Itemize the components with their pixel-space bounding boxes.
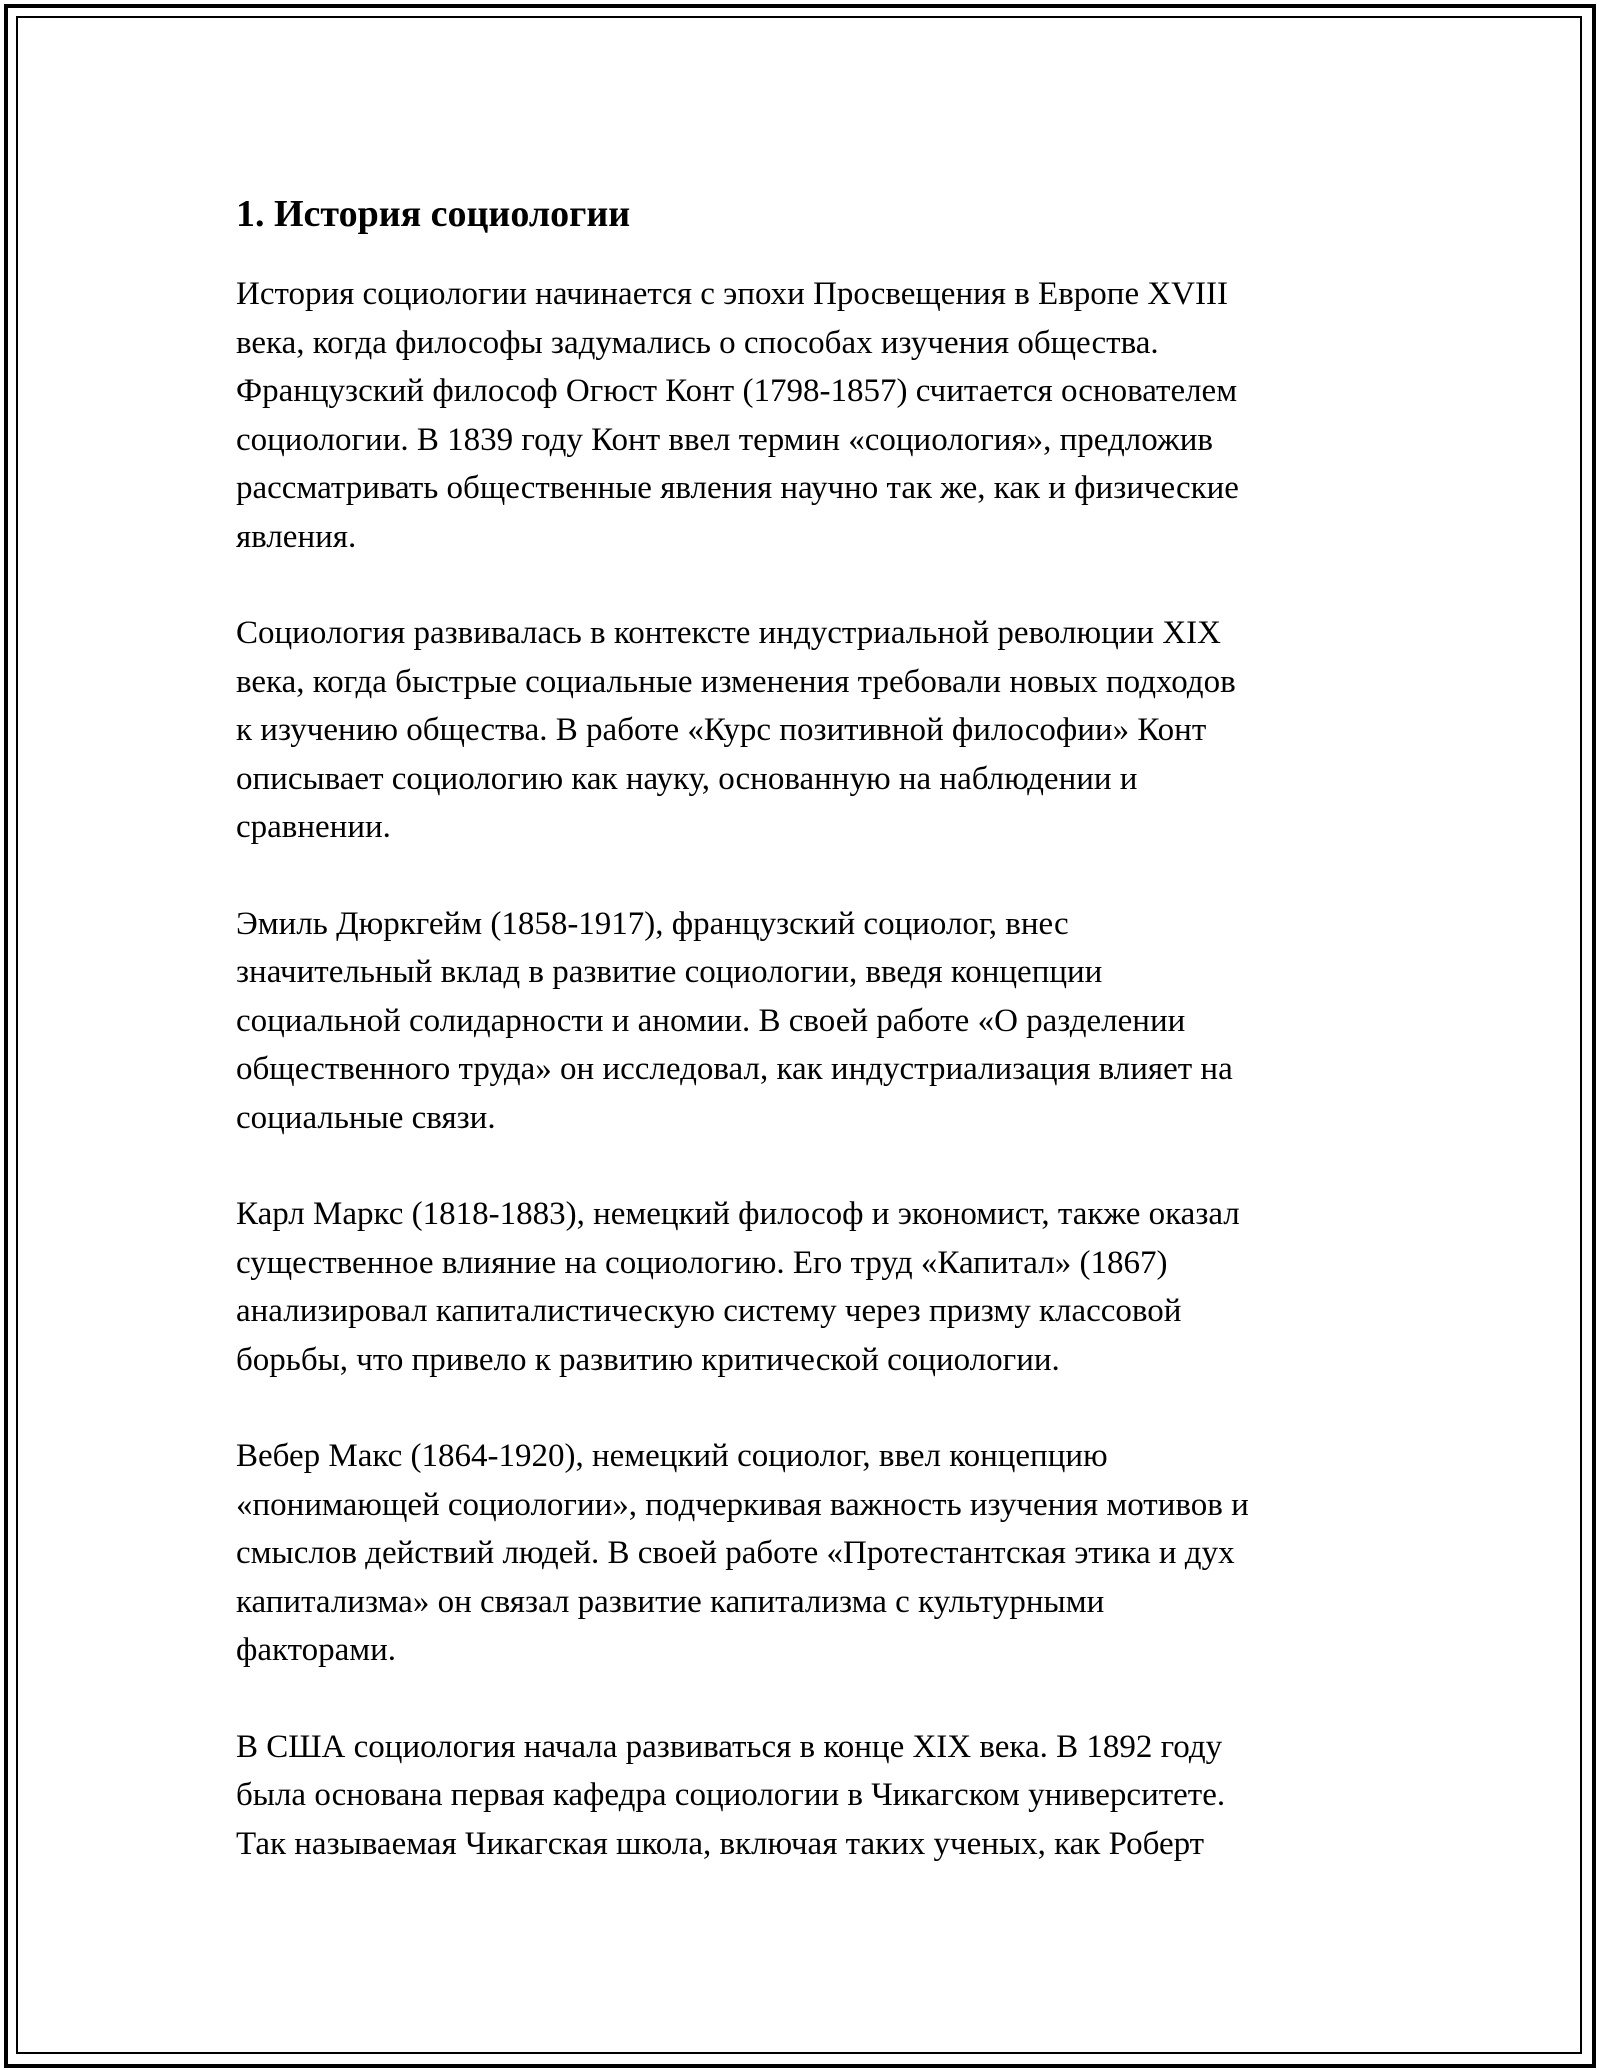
paragraph-line: социальные связи. <box>236 1099 496 1136</box>
paragraph <box>236 1432 1376 1675</box>
paragraph-line: Эмиль Дюркгейм (1858-1917), французский социолог, внес <box>236 905 1069 942</box>
paragraph-line: капитализма» он связал развитие капитализма с культурными <box>236 1583 1105 1620</box>
paragraph <box>236 900 1376 1143</box>
paragraph-line: была основана первая кафедра социологии в Чикагском университете. <box>236 1777 1226 1813</box>
paragraph-line: века, когда быстрые социальные изменения требовали новых подходов <box>236 663 1236 700</box>
paragraph <box>236 270 1376 561</box>
paragraph-line: к изучению общества. В работе «Курс позитивной философии» Конт <box>236 712 1207 748</box>
paragraph-line: «понимающей социологии», подчеркивая важность изучения мотивов и <box>236 1486 1249 1523</box>
paragraph-line: социальной солидарности и аномии. В своей работе «О разделении <box>236 1002 1186 1039</box>
paragraph <box>236 1723 1376 1869</box>
paragraph-line: борьбы, что привело к развитию критической социологии. <box>236 1341 1060 1378</box>
paragraphs-container <box>236 270 1376 1868</box>
paragraph <box>236 609 1376 852</box>
paragraph-line: Так называемая Чикагская школа, включая таких ученых, как Роберт <box>236 1825 1205 1862</box>
paragraph-line: века, когда философы задумались о способах изучения общества. <box>236 324 1159 361</box>
paragraph-line: Вебер Макс (1864-1920), немецкий социолог, ввел концепцию <box>236 1438 1108 1474</box>
paragraph-line: В США социология начала развиваться в конце XIX века. В 1892 году <box>236 1728 1223 1765</box>
section-heading: 1. История социологии <box>236 193 631 235</box>
paragraph <box>236 1190 1376 1384</box>
paragraph-line: существенное влияние на социологию. Его труд «Капитал» (1867) <box>236 1244 1168 1281</box>
paragraph-line: явления. <box>236 518 357 555</box>
paragraph-line: сравнении. <box>236 809 391 845</box>
paragraph-line: описывает социологию как науку, основанную на наблюдении и <box>236 760 1138 797</box>
document-body <box>236 184 1376 1916</box>
paragraph-line: социологии. В 1839 году Конт ввел термин «социология», предложив <box>236 421 1213 458</box>
paragraph-line: общественного труда» он исследовал, как индустриализация влияет на <box>236 1051 1233 1087</box>
paragraph-line: анализировал капиталистическую систему через призму классовой <box>236 1293 1182 1329</box>
paragraph-line: факторами. <box>236 1632 397 1668</box>
paragraph-line: рассматривать общественные явления научно так же, как и физические <box>236 470 1239 506</box>
paragraph-line: Социология развивалась в контексте индустриальной революции XIX <box>236 615 1221 651</box>
paragraph-line: смыслов действий людей. В своей работе «Протестантская этика и дух <box>236 1535 1235 1571</box>
paragraph-line: значительный вклад в развитие социологии, введя концепции <box>236 954 1103 990</box>
paragraph-line: Карл Маркс (1818-1883), немецкий философ и экономист, также оказал <box>236 1196 1240 1232</box>
paragraph-line: Французский философ Огюст Конт (1798-1857) считается основателем <box>236 373 1238 409</box>
paragraph-line: История социологии начинается с эпохи Просвещения в Европе XVIII <box>236 276 1228 312</box>
